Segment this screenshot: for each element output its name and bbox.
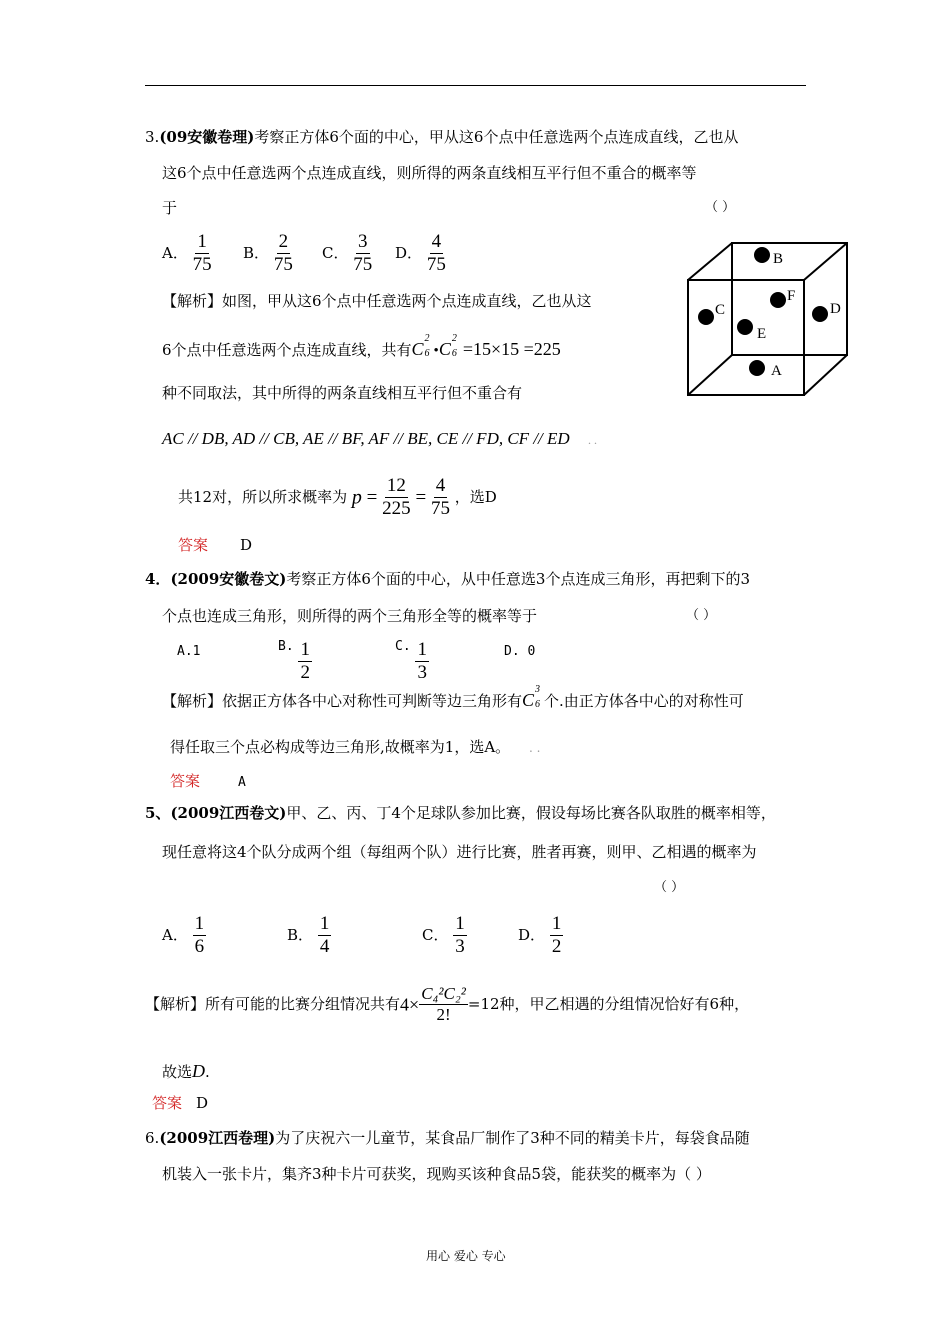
q4-number: 4． [145, 570, 171, 588]
frac-den: 75 [426, 253, 446, 275]
cube-label-f: F [787, 288, 796, 304]
q3-final-choose: ，选D [454, 487, 497, 506]
frac-num: 3 [358, 231, 368, 252]
frac-den: 225 [382, 497, 411, 519]
q3-option-b-fraction [274, 232, 293, 275]
q3-final-text: 共12对，所以所求概率为 [178, 487, 348, 506]
frac-den: 2 [300, 661, 310, 683]
comb-sub: 6 [535, 699, 541, 710]
q4-text-line2: 个点也连成三角形，则所得的两个三角形全等的概率等于 [162, 607, 538, 625]
cube-label-a: A [771, 363, 782, 379]
frac-num: 1 [300, 639, 310, 660]
q5-analysis-line2 [162, 1062, 210, 1080]
q3-line1 [145, 130, 738, 145]
frac-den: 75 [430, 497, 450, 519]
q3-frac-4-75 [431, 476, 450, 519]
cube-edge [688, 355, 732, 395]
q5-period: . [205, 1063, 210, 1081]
q3-option-d-label: D． [395, 243, 423, 262]
cube-label-b: B [773, 251, 784, 267]
q3-analysis-line1 [162, 294, 592, 309]
q5-analysis-tag: 【解析】 [145, 994, 206, 1013]
q3-final [178, 476, 497, 519]
q6-source-tag: (2009江西卷理) [159, 1129, 276, 1147]
q5-analysis-line1 [145, 985, 749, 1024]
q3-option-d [395, 232, 446, 275]
frac-num: 4 [431, 231, 442, 252]
q4-option-c [395, 640, 429, 683]
frac-num: 1 [551, 913, 562, 934]
frac-den: 75 [273, 253, 293, 275]
q3-option-c-fraction [353, 232, 372, 275]
q4-answer [170, 774, 246, 789]
frac-num: 12 [386, 475, 406, 496]
q3-dots: . . [587, 433, 597, 447]
q4-source-tag: (2009安徽卷文) [170, 570, 287, 588]
comb-sup: 2 [451, 333, 457, 344]
q3-option-a-label: A． [162, 243, 188, 262]
cube-edge [804, 355, 847, 395]
cube-point-c [698, 309, 714, 325]
q3-analysis-text2: 6个点中任意选两个点连成直线，共有 [162, 341, 412, 359]
q3-p-var: p [351, 486, 362, 509]
frac-num: 1 [319, 913, 330, 934]
q3-frac-12-225 [382, 476, 411, 519]
q4-text-line1: 考察正方体6个面的中心，从中任意选3个点连成三角形，再把剩下的3 [286, 570, 751, 588]
page-footer: 用心 爱心 专心 [426, 1249, 506, 1263]
cube-label-d: D [830, 301, 841, 317]
q5-option-c-fraction [453, 914, 467, 957]
q5-option-c-label: C． [422, 925, 449, 944]
q3-text-line3: 于 [162, 199, 178, 217]
q4-combination [522, 684, 544, 710]
cube-point-e [737, 319, 753, 335]
frac-num: 1 [455, 913, 465, 934]
q4-line1 [145, 572, 750, 587]
frac-den: 4 [319, 935, 330, 957]
q3-bullet: • [433, 343, 439, 359]
frac-num: C₄²C₂² [421, 984, 466, 1003]
q5-option-b-fraction [318, 914, 332, 957]
q5-fraction [419, 985, 468, 1024]
q3-source-tag: (09安徽卷理) [159, 128, 255, 146]
comb-sup: 2 [424, 333, 430, 344]
q3-option-a-fraction [193, 232, 212, 275]
q4-analysis-text1b: 个.由正方体各中心的对称性可 [544, 692, 744, 710]
q5-answer-paren: （ ） [654, 880, 685, 895]
frac-den: 6 [194, 935, 205, 957]
q3-combination-2 [438, 333, 463, 359]
q3-parallel-pairs [162, 430, 597, 447]
q4-analysis-line2 [170, 740, 540, 755]
frac-num: 2 [278, 231, 289, 252]
q3-calc: =15×15 =225 [462, 339, 561, 359]
cube-label-c: C [715, 302, 726, 318]
q5-line1 [145, 806, 776, 821]
comb-letter: C [411, 339, 424, 359]
frac-num: 1 [197, 231, 207, 252]
q4-option-b-label: B. [278, 639, 294, 654]
q3-text-line1: 考察正方体6个面的中心，甲从这6个点中任意选两个点连成直线，乙也从 [254, 128, 739, 146]
cube-edge [688, 243, 732, 280]
q5-option-c [422, 914, 467, 957]
q4-answer-label: 答案 [170, 772, 201, 790]
comb-sub: 6 [424, 348, 430, 359]
q5-option-a [162, 914, 206, 957]
frac-num: 1 [417, 639, 427, 660]
comb-sup: 3 [535, 684, 541, 695]
q3-option-c [322, 232, 372, 275]
comb-letter: C [438, 339, 451, 359]
q5-option-b [287, 914, 331, 957]
cube-figure [685, 238, 855, 400]
frac-den: 3 [417, 661, 427, 683]
comb-sub: 6 [451, 348, 457, 359]
q4-answer-paren: （ ） [686, 608, 717, 623]
q5-text-line1: 甲、乙、丙、丁4个足球队参加比赛，假设每场比赛各队取胜的概率相等， [286, 804, 776, 822]
q3-option-d-fraction [427, 232, 446, 275]
q6-line1 [145, 1131, 750, 1146]
q3-analysis-tag: 【解析】 [162, 292, 223, 310]
q4-option-a: A.1 [177, 644, 201, 659]
frac-den: 2 [551, 935, 562, 957]
q3-number: 3. [145, 128, 160, 146]
cube-point-d [812, 306, 828, 322]
q3-eq: = [415, 486, 427, 508]
q4-analysis-line1 [162, 684, 744, 710]
cube-point-b [754, 247, 770, 263]
frac-den: 75 [353, 253, 373, 275]
q3-combination-1 [411, 333, 434, 359]
cube-edge [804, 243, 847, 280]
q3-analysis-text1: 如图，甲从这6个点中任意选两个点连成直线，乙也从这 [222, 292, 592, 310]
q5-analysis-text1: 所有可能的比赛分组情况共有 [205, 994, 401, 1013]
q5-option-d-label: D． [518, 925, 546, 944]
q5-text-line2: 现任意将这4个队分成两个组（每组两个队）进行比赛，胜者再赛，则甲、乙相遇的概率为 [162, 843, 757, 861]
q5-source-tag: (2009江西卷文) [170, 804, 287, 822]
q5-answer-label: 答案 [152, 1094, 183, 1112]
q3-analysis-line3: 种不同取法，其中所得的两条直线相互平行但不重合有 [162, 384, 523, 402]
q5-var-d: D [192, 1061, 206, 1081]
q4-analysis-text2: 得任取三个点必构成等边三角形,故概率为1，选A。 [170, 738, 511, 756]
q3-text-line2: 这6个点中任意选两个点连成直线，则所得的两条直线相互平行但不重合的概率等 [162, 164, 697, 182]
q4-dots: . . [528, 741, 541, 755]
q5-answer-value: D [196, 1094, 209, 1112]
q5-option-a-fraction [193, 914, 207, 957]
frac-num: 1 [194, 913, 205, 934]
q3-answer-value: D [240, 536, 253, 554]
frac-num: 4 [435, 475, 446, 496]
comb-letter: C [522, 690, 535, 710]
q4-analysis-tag: 【解析】 [162, 692, 223, 710]
q5-number: 5、 [145, 804, 171, 822]
q3-option-a [162, 232, 212, 275]
q6-number: 6. [145, 1129, 160, 1147]
q4-option-b-fraction [298, 640, 312, 683]
q3-option-c-label: C． [322, 243, 349, 262]
cube-point-f [770, 292, 786, 308]
q6-text-line2: 机装入一张卡片，集齐3种卡片可获奖，现购买该种食品5袋，能获奖的概率为（ ） [162, 1165, 711, 1183]
q4-option-d: D. 0 [504, 644, 536, 659]
q4-option-c-label: C. [395, 639, 411, 654]
q3-option-b-label: B． [243, 243, 270, 262]
q5-analysis-text1b: =12种，甲乙相遇的分组情况恰好有6种， [467, 994, 750, 1013]
q3-pairs-text: AC // DB, AD // CB, AE // BF, AF // BE, CE // FD, CF // ED [162, 429, 570, 448]
q3-answer-label: 答案 [178, 536, 209, 554]
q5-analysis-text2: 故选 [162, 1063, 193, 1081]
q4-analysis-text1: 依据正方体各中心对称性可判断等边三角形有 [222, 692, 523, 710]
q6-text-line1: 为了庆祝六一儿童节，某食品厂制作了3种不同的精美卡片，每袋食品随 [275, 1129, 750, 1147]
cube-point-a [749, 360, 765, 376]
frac-den: 75 [192, 253, 212, 275]
q3-option-b [243, 232, 293, 275]
cube-label-e: E [757, 326, 767, 342]
frac-den: 2! [436, 1004, 451, 1024]
q5-four-times: 4× [400, 994, 420, 1015]
q5-option-d-fraction [550, 914, 564, 957]
q5-option-d [518, 914, 563, 957]
q4-option-c-fraction [415, 640, 429, 683]
q3-answer [178, 538, 252, 553]
q4-answer-value: A [238, 775, 246, 790]
q5-option-b-label: B． [287, 925, 314, 944]
q4-option-b [278, 640, 312, 683]
q3-eq: = [366, 486, 378, 508]
q5-answer [152, 1096, 208, 1111]
q3-answer-paren: （ ） [705, 200, 736, 215]
q5-option-a-label: A． [162, 925, 188, 944]
frac-den: 3 [455, 935, 465, 957]
q3-analysis-line2 [162, 333, 561, 359]
header-rule [145, 85, 806, 86]
